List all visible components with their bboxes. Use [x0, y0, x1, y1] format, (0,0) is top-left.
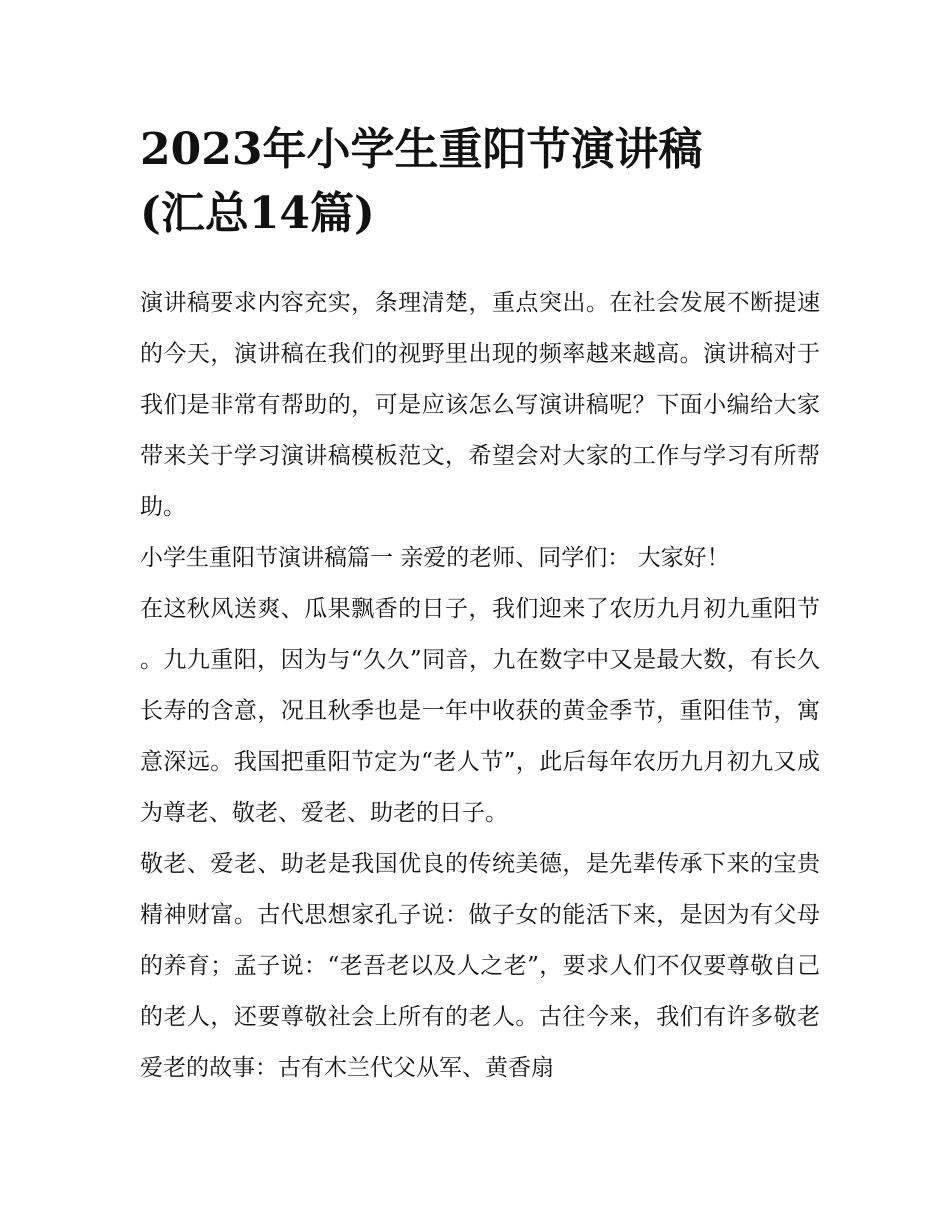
title-line-2: (汇总14篇) — [140, 188, 375, 239]
speech-heading-paragraph: 小学生重阳节演讲稿篇一 亲爱的老师、同学们： 大家好！ — [140, 545, 730, 571]
body-paragraph: 在这秋风送爽、瓜果飘香的日子，我们迎来了农历九月初九重阳节。九九重阳，因为与“久久”同音，九在数字中又是最大数，有长久长寿的含意，况且秋季也是一年中收获的黄金季节，重阳佳节，寓意深远。我国把重阳节定为“老人节”，此后每年农历九月初九又成为尊老、敬老、爱老、助老的日子。 — [140, 596, 820, 826]
title-line-1: 2023年小学生重阳节演讲稿 — [140, 124, 703, 175]
intro-paragraph: 演讲稿要求内容充实，条理清楚，重点突出。在社会发展不断提速的今天，演讲稿在我们的视野里出现的频率越来越高。演讲稿对于我们是非常有帮助的，可是应该怎么写演讲稿呢？下面小编给大家带来关于学习演讲稿模板范文，希望会对大家的工作与学习有所帮助。 — [140, 290, 820, 520]
document-page — [140, 0, 820, 1229]
body-paragraph: 敬老、爱老、助老是我国优良的传统美德，是先辈传承下来的宝贵精神财富。古代思想家孔子说：做子女的能活下来，是因为有父母的养育；孟子说：“老吾老以及人之老”，要求人们不仅要尊敬自己的老人，还要尊敬社会上所有的老人。古往今来，我们有许多敬老爱老的故事：古有木兰代父从军、黄香扇 — [140, 851, 820, 1081]
document-body — [140, 278, 820, 1094]
document-title — [140, 118, 820, 246]
